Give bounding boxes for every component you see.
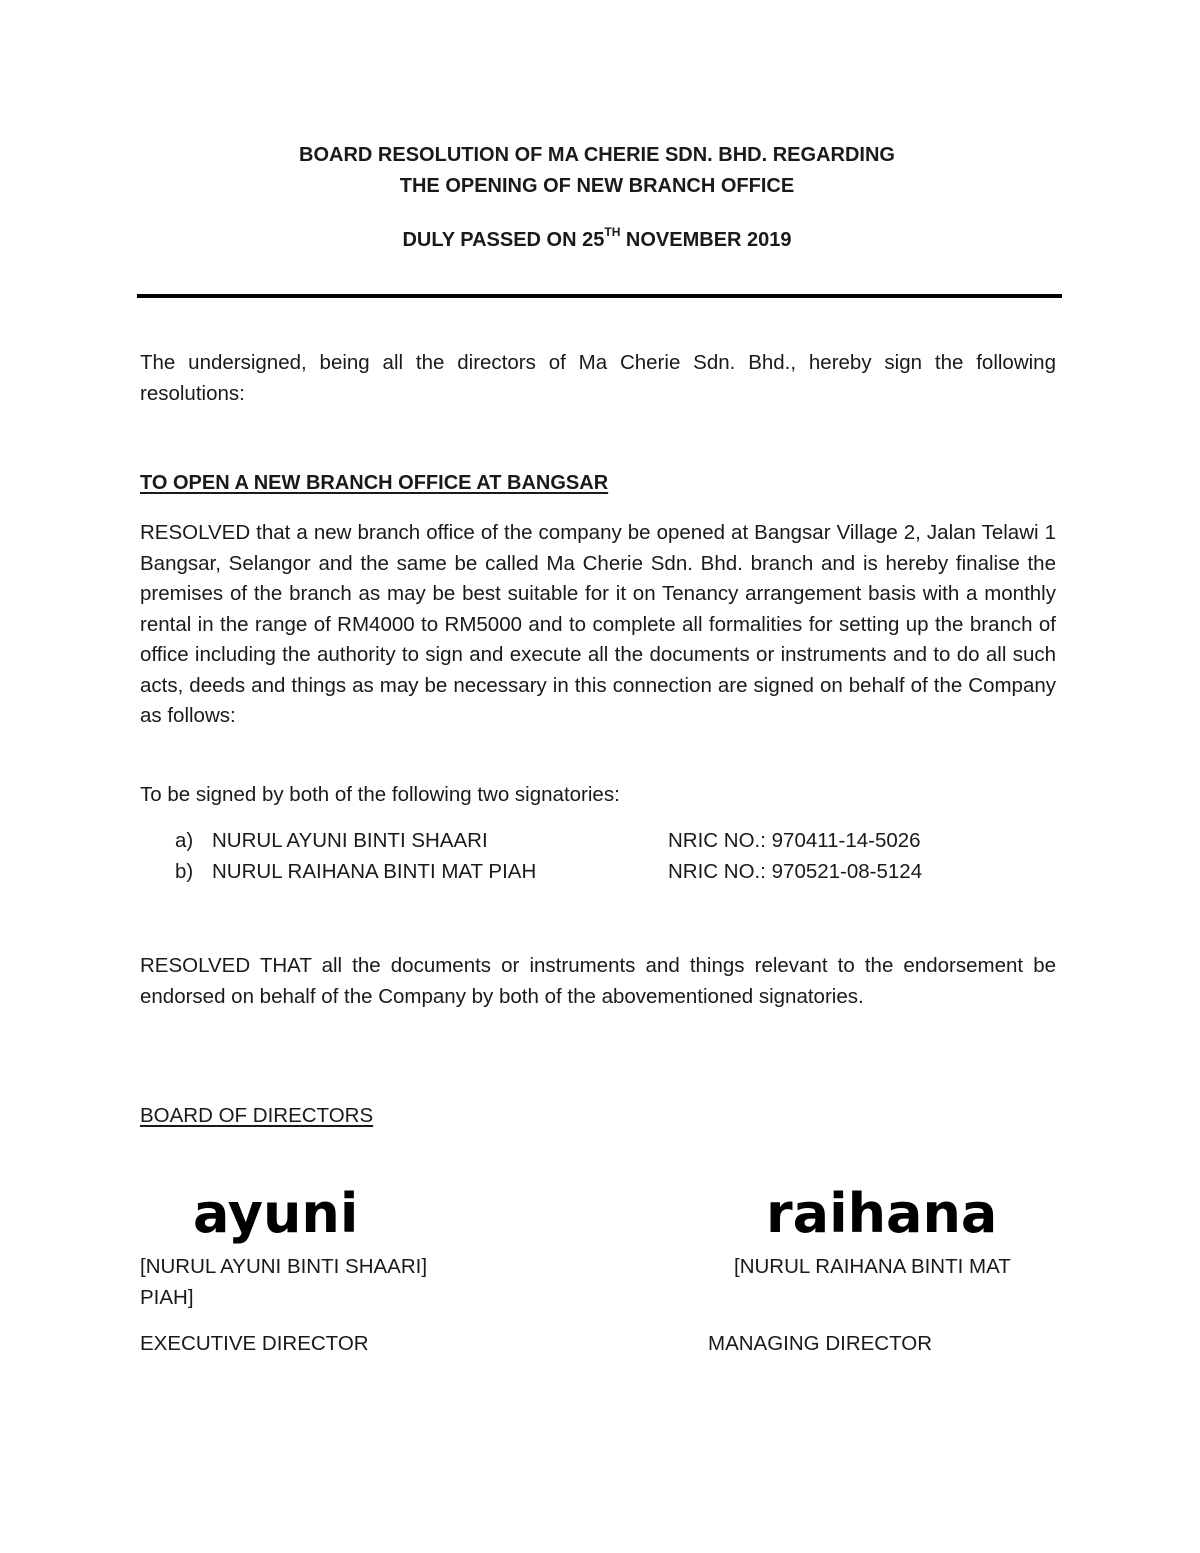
director-name-1: [NURUL AYUNI BINTI SHAARI] (140, 1255, 428, 1278)
signatories-intro: To be signed by both of the following two signatories: (140, 783, 620, 806)
director-role-1: EXECUTIVE DIRECTOR (140, 1332, 369, 1355)
resolution-paragraph-1: RESOLVED that a new branch office of the company be opened at Bangsar Village 2, Jalan Telawi 1 Bangsar, Selangor and the same be called Ma Cherie Sdn. Bhd. branch and is hereby finalise the premises of the branch as may be best suitable for it on Tenancy arrangement basis with a monthly rental in the range of RM4000 to RM5000 and to complete all formalities for setting up the branch of office including the authority to sign and execute all the documents or instruments and to do all such acts, deeds and things as may be necessary in this connection are signed on behalf of the Company as follows: (140, 521, 1056, 727)
director-role-2: MANAGING DIRECTOR (708, 1332, 932, 1355)
signatory-letter: b) (175, 860, 194, 883)
passed-date-rest: NOVEMBER 2019 (620, 229, 792, 251)
section-heading: TO OPEN A NEW BRANCH OFFICE AT BANGSAR (140, 472, 609, 494)
passed-date-prefix: DULY PASSED ON 25 (402, 229, 605, 251)
signatory-letter: a) (175, 829, 194, 852)
resolution-paragraph-2: RESOLVED THAT all the documents or instruments and things relevant to the endorsement be endorsed on behalf of the Company by both of the abovementioned signatories. (140, 954, 1056, 1008)
title-line-1: BOARD RESOLUTION OF MA CHERIE SDN. BHD. REGARDING (299, 144, 895, 166)
document-title (0, 140, 1194, 256)
title-line-2: THE OPENING OF NEW BRANCH OFFICE (399, 175, 795, 197)
intro-paragraph: The undersigned, being all the directors of Ma Cherie Sdn. Bhd., hereby sign the following resolutions: (140, 351, 1056, 405)
signatory-name: NURUL AYUNI BINTI SHAARI (212, 829, 488, 852)
signatory-name: NURUL RAIHANA BINTI MAT PIAH (212, 860, 537, 883)
passed-date (0, 225, 1194, 256)
signature-raihana: raihana (766, 1182, 998, 1245)
board-heading: BOARD OF DIRECTORS (140, 1104, 374, 1127)
director-name-2: [NURUL RAIHANA BINTI MAT (734, 1255, 1011, 1278)
director-name-2-continued: PIAH] (140, 1286, 194, 1309)
signatory-nric: NRIC NO.: 970521-08-5124 (668, 860, 923, 883)
signatory-nric: NRIC NO.: 970411-14-5026 (668, 829, 921, 852)
signature-ayuni: ayuni (193, 1182, 359, 1245)
title-divider (137, 294, 1062, 298)
passed-date-ordinal: TH (604, 225, 621, 240)
